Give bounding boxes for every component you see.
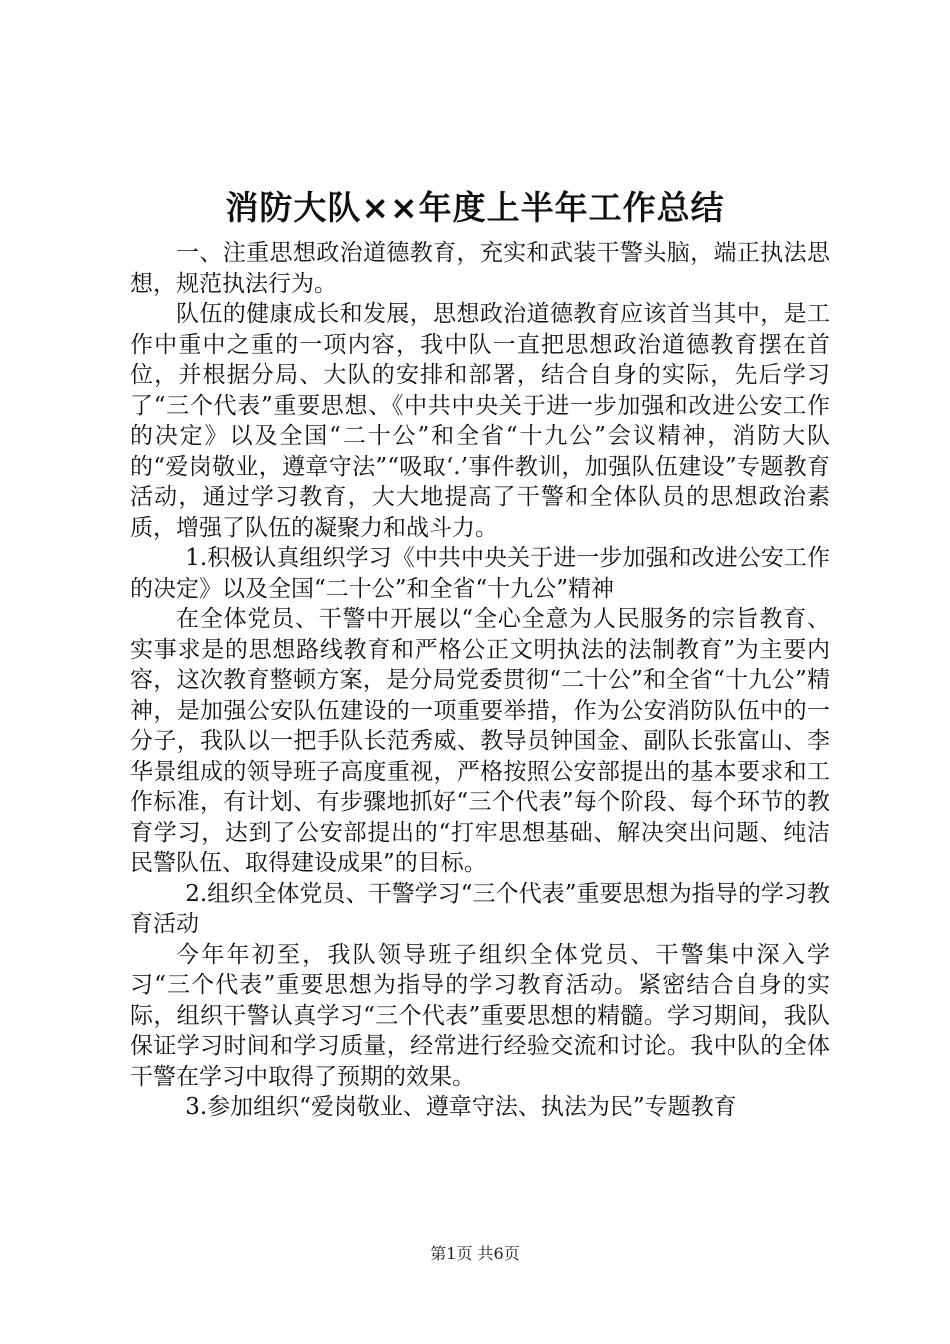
subsection-heading-2: 2.组织全体党员、干警学习“三个代表”重要思想为指导的学习教育活动 [130, 880, 830, 937]
page-title: 消防大队××年度上半年工作总结 [225, 188, 725, 227]
page-number-footer: 第1页 共6页 [430, 1244, 520, 1263]
section-heading-1: 一、注重思想政治道德教育，充实和武装干警头脑，端正执法思想，规范执法行为。 [130, 240, 830, 297]
paragraph: 在全体党员、干警中开展以“全心全意为人民服务的宗旨教育、实事求是的思想路线教育和严格公正文明执法的法制教育”为主要内容，这次教育整顿方案，是分局党委贯彻“二十公”和全省“十九公”精神，是加强公安队伍建设的一项重要举措，作为公安消防队伍中的一分子，我队以一把手队长范秀威、教导员钟国金、副队长张富山、李华景组成的领导班子高度重视，严格按照公安部提出的基本要求和工作标准，有计划、有步骤地抓好“三个代表”每个阶段、每个环节的教育学习，达到了公安部提出的“打牢思想基础、解决突出问题、纯洁民警队伍、取得建设成果”的目标。 [130, 606, 830, 876]
document-body [130, 238, 830, 1123]
paragraph: 今年年初至，我队领导班子组织全体党员、干警集中深入学习“三个代表”重要思想为指导的学习教育活动。紧密结合自身的实际，组织干警认真学习“三个代表”重要思想的精髓。学习期间，我队保证学习时间和学习质量，经常进行经验交流和讨论。我中队的全体干警在学习中取得了预期的效果。 [130, 941, 830, 1090]
subsection-heading-3: 3.参加组织“爱岗敬业、遵章守法、执法为民”专题教育 [185, 1094, 737, 1120]
paragraph: 队伍的健康成长和发展，思想政治道德教育应该首当其中，是工作中重中之重的一项内容，我中队一直把思想政治道德教育摆在首位，并根据分局、大队的安排和部署，结合自身的实际，先后学习了“三个代表”重要思想、《中共中央关于进一步加强和改进公安工作的决定》以及全国“二十公”和全省“十九公”会议精神，消防大队的“爱岗敬业，遵章守法”“吸取‘.’事件教训，加强队伍建设”专题教育活动，通过学习教育，大大地提高了干警和全体队员的思想政治素质，增强了队伍的凝聚力和战斗力。 [130, 301, 830, 541]
subsection-heading-1: 1.积极认真组织学习《中共中央关于进一步加强和改进公安工作的决定》以及全国“二十公”和全省“十九公”精神 [130, 545, 830, 602]
